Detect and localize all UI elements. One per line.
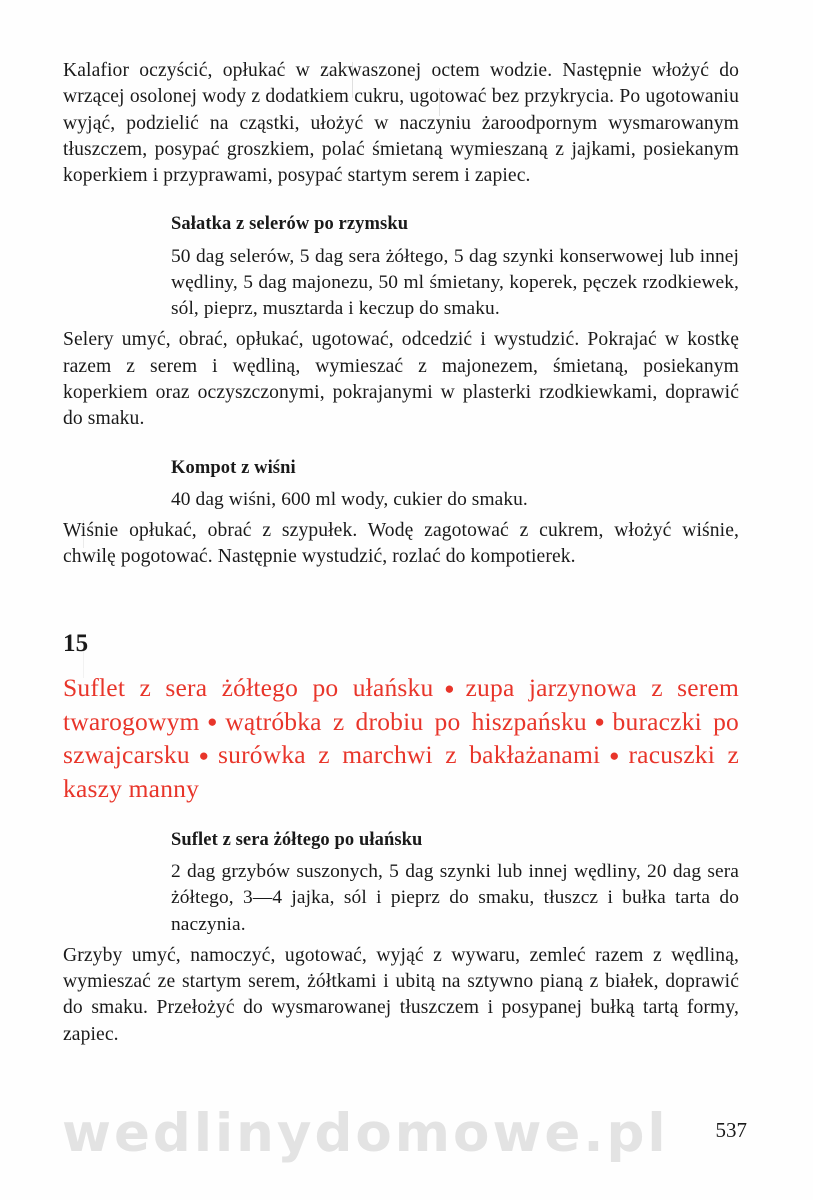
bullet-separator-icon: ● xyxy=(192,745,216,765)
recipe-ingredients-kompot-z-wisni: 40 dag wiśni, 600 ml wody, cukier do smaku. xyxy=(171,488,528,510)
bullet-separator-icon: ● xyxy=(436,678,463,698)
recipe-method-suflet-z-sera: Grzyby umyć, namoczyć, ugotować, wyjąć z wywaru, zemleć razem z wędliną, wymieszać ze startym serem, żółtkami i ubitą na sztywno pianą z białek, doprawić do smaku. Przełożyć do wysmarowanej tłuszczem i posypanej bułką tartą formy, zapiec. xyxy=(63,944,739,1045)
recipe-heading-kompot-z-wisni: Kompot z wiśni xyxy=(171,457,296,478)
bullet-separator-icon: ● xyxy=(589,712,610,732)
recipe-ingredients-suflet-z-sera: 2 dag grzybów suszonych, 5 dag szynki lub innej wędliny, 20 dag sera żółtego, 3—4 jajka, sól i pieprz do smaku, tłuszcz i bułka tarta do naczynia. xyxy=(171,861,739,935)
recipe-method-salatka-z-selerow: Selery umyć, obrać, opłukać, ugotować, odcedzić i wystudzić. Pokrajać w kostkę razem z serem i wędliną, wymieszać z majonezem, śmietaną, posiekanym koperkiem oraz oczyszczonymi, pokrajanymi w plasterki rzodkiewkami, doprawić do smaku. xyxy=(63,329,739,430)
chapter-menu-item-6: racuszki z kaszy manny xyxy=(63,740,739,803)
recipe-method-kompot-z-wisni: Wiśnie opłukać, obrać z szypułek. Wodę zagotować z cukrem, włożyć wiśnie, chwilę pogotować. Następnie wystudzić, rozlać do kompotierek. xyxy=(63,520,739,568)
cauliflower-method-paragraph: Kalafior oczyścić, opłukać w zakwaszonej octem wodzie. Następnie włożyć do wrzącej osolonej wody z dodatkiem cukru, ugotować bez przykrycia. Po ugotowaniu wyjąć, podzielić na cząstki, ułożyć w naczyniu żaroodpornym wysmarowanym tłuszczem, posypać groszkiem, polać śmietaną wymieszaną z jajkami, posiekanym koperkiem i przyprawami, posypać startym serem i zapiec. xyxy=(63,60,739,187)
bullet-separator-icon: ● xyxy=(603,745,626,765)
chapter-menu-item-1: Suflet z sera żółtego po ułańsku xyxy=(63,672,434,702)
chapter-menu-item-5: surówka z marchwi z bakłażanami xyxy=(218,740,601,770)
bullet-separator-icon: ● xyxy=(202,712,223,732)
chapter-menu-item-3: wątróbka z drobiu po hiszpańsku xyxy=(225,706,587,736)
chapter-menu-item-4: buraczki po szwajcarsku xyxy=(63,706,739,770)
recipe-heading-suflet-z-sera: Suflet z sera żółtego po ułańsku xyxy=(171,829,423,850)
watermark: wedlinydomowe.pl xyxy=(62,1103,669,1164)
chapter-number: 15 xyxy=(63,629,89,657)
page-content xyxy=(63,58,739,1048)
recipe-heading-salatka-z-selerow: Sałatka z selerów po rzymsku xyxy=(171,214,409,235)
chapter-menu-list xyxy=(63,671,739,805)
chapter-menu-item-2: zupa jarzynowa z serem twarogowym xyxy=(63,672,739,736)
recipe-ingredients-salatka-z-selerow: 50 dag selerów, 5 dag sera żółtego, 5 dag szynki konserwowej lub innej wędliny, 5 dag majonezu, 50 ml śmietany, koperek, pęczek rzodkiewek, sól, pieprz, musztarda i keczup do smaku. xyxy=(171,245,739,320)
page-number: 537 xyxy=(715,1118,747,1142)
